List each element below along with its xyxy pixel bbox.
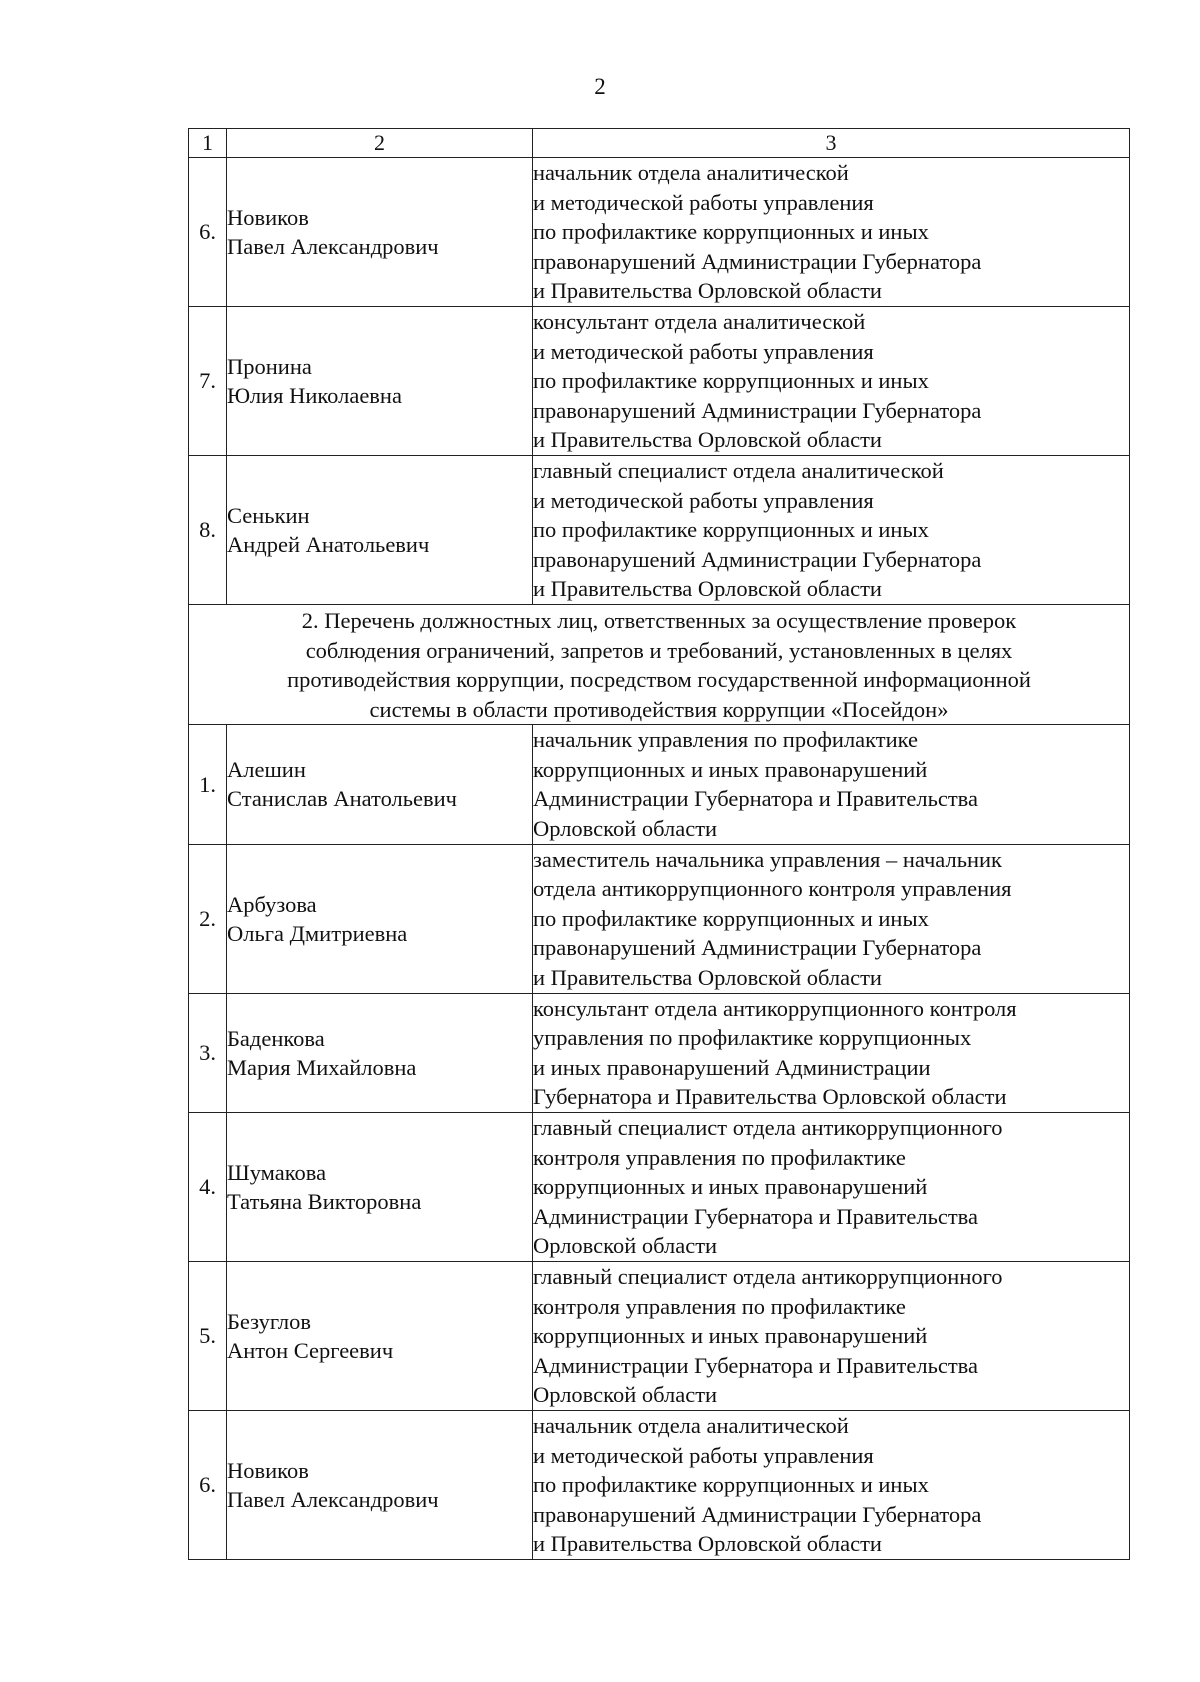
official-position xyxy=(533,1261,1130,1410)
official-name xyxy=(227,455,533,604)
row-number: 4. xyxy=(189,1113,227,1262)
official-name xyxy=(227,1410,533,1559)
official-name xyxy=(227,725,533,844)
position-line: коррупционных и иных правонарушений xyxy=(533,1174,928,1200)
position-line: Орловской области xyxy=(533,1233,718,1259)
position-line: правонарушений Администрации Губернатора xyxy=(533,1501,982,1527)
given-names: Антон Сергеевич xyxy=(227,1337,394,1363)
position-line: начальник отдела аналитической xyxy=(533,1412,849,1438)
surname: Сенькин xyxy=(227,502,310,528)
row-number: 8. xyxy=(189,455,227,604)
position-line: Администрации Губернатора и Правительства xyxy=(533,786,978,812)
column-header-number: 1 xyxy=(189,129,227,158)
position-line: консультант отдела антикоррупционного контроля xyxy=(533,995,1017,1021)
position-line: по профилактике коррупционных и иных xyxy=(533,1472,929,1498)
position-line: Орловской области xyxy=(533,816,718,842)
given-names: Ольга Дмитриевна xyxy=(227,920,408,946)
position-line: контроля управления по профилактике xyxy=(533,1293,906,1319)
section-heading-line: соблюдения ограничений, запретов и требований, установленных в целях xyxy=(305,637,1013,663)
section-heading xyxy=(189,604,1130,724)
position-line: правонарушений Администрации Губернатора xyxy=(533,546,982,572)
row-number: 7. xyxy=(189,306,227,455)
row-number: 1. xyxy=(189,725,227,844)
official-name xyxy=(227,993,533,1112)
given-names: Андрей Анатольевич xyxy=(227,531,430,557)
given-names: Павел Александрович xyxy=(227,233,439,259)
page-number: 2 xyxy=(594,74,606,99)
position-line: и методической работы управления xyxy=(533,1442,874,1468)
table-body xyxy=(189,129,1130,1560)
position-line: консультант отдела аналитической xyxy=(533,308,866,334)
table-row xyxy=(189,1261,1130,1410)
surname: Пронина xyxy=(227,353,312,379)
position-line: и Правительства Орловской области xyxy=(533,576,882,602)
given-names: Юлия Николаевна xyxy=(227,382,402,408)
official-name xyxy=(227,306,533,455)
position-line: и Правительства Орловской области xyxy=(533,1531,882,1557)
position-line: начальник отдела аналитической xyxy=(533,160,849,185)
position-line: главный специалист отдела аналитической xyxy=(533,457,944,483)
section-heading-line: 2. Перечень должностных лиц, ответственных за осуществление проверок xyxy=(301,607,1017,633)
position-line: по профилактике коррупционных и иных xyxy=(533,905,929,931)
position-line: Губернатора и Правительства Орловской области xyxy=(533,1084,1007,1110)
surname: Арбузова xyxy=(227,891,317,917)
position-line: правонарушений Администрации Губернатора xyxy=(533,935,982,961)
official-position xyxy=(533,158,1130,307)
position-line: начальник управления по профилактике xyxy=(533,727,919,753)
position-line: коррупционных и иных правонарушений xyxy=(533,756,928,782)
section-heading-line: системы в области противодействия коррупции «Посейдон» xyxy=(369,696,949,722)
official-position xyxy=(533,725,1130,844)
given-names: Мария Михайловна xyxy=(227,1054,417,1080)
row-number: 3. xyxy=(189,993,227,1112)
given-names: Павел Александрович xyxy=(227,1486,439,1512)
column-header-name: 2 xyxy=(227,129,533,158)
position-line: по профилактике коррупционных и иных xyxy=(533,517,929,543)
surname: Новиков xyxy=(227,204,309,230)
surname: Алешин xyxy=(227,757,306,783)
official-position xyxy=(533,1113,1130,1262)
position-line: Администрации Губернатора и Правительства xyxy=(533,1203,978,1229)
position-line: Администрации Губернатора и Правительства xyxy=(533,1352,978,1378)
official-name xyxy=(227,1261,533,1410)
row-number: 6. xyxy=(189,1410,227,1559)
position-line: отдела антикоррупционного контроля управления xyxy=(533,876,1012,902)
position-line: и методической работы управления xyxy=(533,189,874,215)
table-row xyxy=(189,158,1130,307)
row-number: 5. xyxy=(189,1261,227,1410)
table-row xyxy=(189,844,1130,993)
position-line: заместитель начальника управления – начальник xyxy=(533,846,1002,872)
table-row xyxy=(189,725,1130,844)
given-names: Станислав Анатольевич xyxy=(227,786,457,812)
position-line: и методической работы управления xyxy=(533,487,874,513)
officials-table xyxy=(188,128,1130,1560)
surname: Новиков xyxy=(227,1457,309,1483)
position-line: и методической работы управления xyxy=(533,338,874,364)
table-row xyxy=(189,993,1130,1112)
given-names: Татьяна Викторовна xyxy=(227,1188,422,1214)
official-position xyxy=(533,455,1130,604)
official-name xyxy=(227,844,533,993)
position-line: коррупционных и иных правонарушений xyxy=(533,1323,928,1349)
table-row xyxy=(189,455,1130,604)
position-line: и иных правонарушений Администрации xyxy=(533,1054,931,1080)
table-row xyxy=(189,306,1130,455)
position-line: управления по профилактике коррупционных xyxy=(533,1025,972,1051)
row-number: 2. xyxy=(189,844,227,993)
position-line: Орловской области xyxy=(533,1382,718,1408)
position-line: и Правительства Орловской области xyxy=(533,427,882,453)
surname: Баденкова xyxy=(227,1025,325,1051)
official-name xyxy=(227,1113,533,1262)
official-position xyxy=(533,1410,1130,1559)
table-row xyxy=(189,1113,1130,1262)
row-number: 6. xyxy=(189,158,227,307)
position-line: контроля управления по профилактике xyxy=(533,1144,906,1170)
surname: Безуглов xyxy=(227,1308,312,1334)
table-header-row xyxy=(189,129,1130,158)
position-line: правонарушений Администрации Губернатора xyxy=(533,248,982,274)
section-heading-row xyxy=(189,604,1130,724)
official-name xyxy=(227,158,533,307)
column-header-position: 3 xyxy=(533,129,1130,158)
position-line: по профилактике коррупционных и иных xyxy=(533,368,929,394)
table-row xyxy=(189,1410,1130,1559)
position-line: и Правительства Орловской области xyxy=(533,965,882,991)
position-line: главный специалист отдела антикоррупционного xyxy=(533,1115,1003,1140)
surname: Шумакова xyxy=(227,1159,327,1185)
position-line: правонарушений Администрации Губернатора xyxy=(533,397,982,423)
official-position xyxy=(533,993,1130,1112)
official-position xyxy=(533,844,1130,993)
official-position xyxy=(533,306,1130,455)
position-line: и Правительства Орловской области xyxy=(533,278,882,304)
position-line: главный специалист отдела антикоррупционного xyxy=(533,1263,1003,1289)
position-line: по профилактике коррупционных и иных xyxy=(533,219,929,245)
section-heading-line: противодействия коррупции, посредством государственной информационной xyxy=(287,667,1031,693)
